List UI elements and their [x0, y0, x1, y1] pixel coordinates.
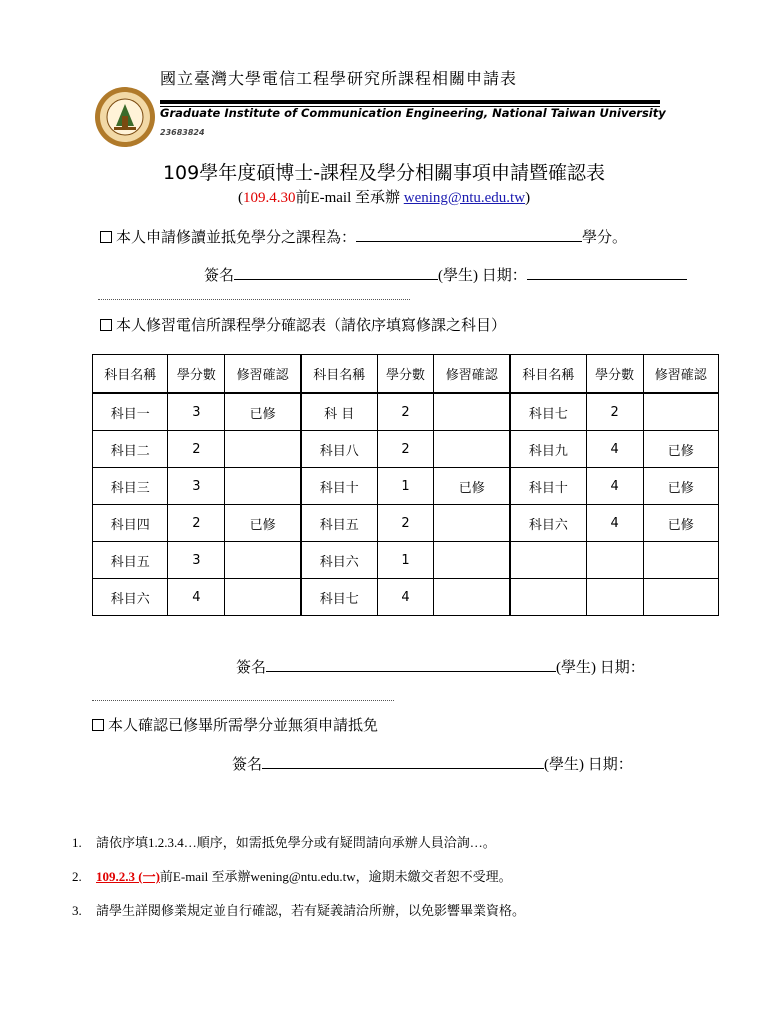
table-row [93, 468, 719, 505]
table-header-cell: 學分數 [377, 355, 434, 394]
table-cell[interactable]: 2 [586, 393, 643, 431]
table-row [93, 431, 719, 468]
table-cell[interactable] [643, 542, 718, 579]
table-cell[interactable]: 2 [168, 431, 225, 468]
deadline-date: 109.4.30 [242, 190, 296, 206]
table-cell[interactable]: 科目六 [93, 579, 168, 616]
note-item [72, 832, 525, 866]
section3-label: 本人確認已修畢所需學分並無須申請抵免 [108, 718, 379, 734]
table-cell[interactable]: 科目八 [301, 431, 377, 468]
table-cell[interactable]: 科 目 [301, 393, 377, 431]
section3-signature-line [232, 753, 633, 774]
note-text: 請學生詳閱修業規定並自行確認，若有疑義請洽所辦，以免影響畢業資格。 [96, 903, 526, 918]
table-header-cell: 科目名稱 [510, 355, 586, 394]
section2-sign-prefix: 簽名 [236, 660, 267, 676]
table-cell[interactable]: 2 [377, 505, 434, 542]
note-date: 109.2.3 (一) [96, 869, 160, 884]
section1-signature-blank[interactable] [234, 265, 438, 280]
table-cell[interactable] [225, 431, 301, 468]
section2-checkbox[interactable] [100, 319, 112, 331]
section3-checkbox[interactable] [92, 719, 104, 731]
table-cell[interactable]: 3 [168, 393, 225, 431]
table-cell[interactable] [586, 579, 643, 616]
note-number: 2. [72, 869, 82, 884]
table-cell[interactable] [434, 579, 510, 616]
table-cell[interactable]: 科目六 [301, 542, 377, 579]
table-cell[interactable] [225, 468, 301, 505]
section3-sign-prefix: 簽名 [232, 757, 263, 773]
table-cell[interactable] [643, 579, 718, 616]
table-cell[interactable] [510, 542, 586, 579]
table-cell[interactable]: 4 [168, 579, 225, 616]
table-row [93, 579, 719, 616]
table-header-cell: 學分數 [168, 355, 225, 394]
section1-sign-suffix: (學生) 日期： [438, 268, 527, 284]
table-cell[interactable]: 2 [377, 393, 434, 431]
table-cell[interactable]: 科目十 [510, 468, 586, 505]
table-cell[interactable] [434, 505, 510, 542]
note-number: 3. [72, 903, 82, 918]
table-cell[interactable]: 科目十 [301, 468, 377, 505]
table-row [93, 393, 719, 431]
table-cell[interactable]: 4 [586, 505, 643, 542]
institute-name-zh: 國立臺灣大學電信工程學研究所課程相關申請表 [160, 71, 518, 88]
note-text: 請依序填1.2.3.4…順序，如需抵免學分或有疑問請向承辦人員洽詢…。 [96, 835, 496, 850]
table-cell[interactable]: 已修 [643, 505, 718, 542]
table-cell[interactable] [225, 579, 301, 616]
section1-sign-prefix: 簽名 [204, 268, 235, 284]
table-cell[interactable]: 4 [586, 468, 643, 505]
note-item [72, 866, 525, 900]
table-cell[interactable]: 已修 [643, 431, 718, 468]
deadline-email-link[interactable]: wening@ntu.edu.tw [403, 190, 526, 206]
section2-statement [100, 314, 506, 335]
table-cell[interactable] [434, 542, 510, 579]
deadline-close-paren: ) [525, 190, 531, 206]
institute-name-en: Graduate Institute of Communication Engineering, National Taiwan University [160, 106, 666, 120]
table-cell[interactable]: 科目九 [510, 431, 586, 468]
table-cell[interactable]: 科目五 [301, 505, 377, 542]
course-credit-table [92, 354, 719, 616]
table-cell[interactable]: 1 [377, 468, 434, 505]
header-rule-thick [160, 100, 660, 104]
deadline-open-paren: ( [237, 190, 243, 206]
note-number: 1. [72, 835, 82, 850]
section1-course-blank[interactable] [356, 227, 582, 242]
table-cell[interactable]: 科目七 [301, 579, 377, 616]
table-header-cell: 科目名稱 [301, 355, 377, 394]
table-header-cell: 科目名稱 [93, 355, 168, 394]
table-cell[interactable]: 科目二 [93, 431, 168, 468]
table-header-cell: 修習確認 [643, 355, 718, 394]
document-title: 109學年度碩博士-課程及學分相關事項申請暨確認表 [162, 162, 606, 184]
table-cell[interactable]: 科目三 [93, 468, 168, 505]
table-cell[interactable]: 1 [377, 542, 434, 579]
section3-sign-suffix: (學生) 日期： [544, 757, 633, 773]
table-cell[interactable] [586, 542, 643, 579]
table-cell[interactable]: 2 [377, 431, 434, 468]
table-cell[interactable] [225, 542, 301, 579]
section2-signature-blank[interactable] [266, 657, 556, 672]
section2-label: 本人修習電信所課程學分確認表（請依序填寫修課之科目） [116, 318, 507, 334]
deadline-line [0, 186, 768, 207]
table-cell[interactable]: 科目四 [93, 505, 168, 542]
table-header-cell: 修習確認 [225, 355, 301, 394]
table-cell[interactable]: 3 [168, 468, 225, 505]
table-cell[interactable]: 4 [586, 431, 643, 468]
section2-sign-suffix: (學生) 日期： [556, 660, 645, 676]
section1-checkbox[interactable] [100, 231, 112, 243]
table-cell[interactable]: 4 [377, 579, 434, 616]
section1-suffix: 學分。 [582, 230, 628, 246]
table-cell[interactable] [643, 393, 718, 431]
note-item [72, 900, 525, 934]
table-cell[interactable]: 已修 [434, 468, 510, 505]
section1-date-blank[interactable] [527, 265, 687, 280]
table-cell[interactable]: 科目一 [93, 393, 168, 431]
table-row [93, 505, 719, 542]
table-header-cell: 修習確認 [434, 355, 510, 394]
note-text: 前E-mail 至承辦wening@ntu.edu.tw，逾期未繳交者恕不受理。 [159, 869, 512, 884]
university-seal-logo [94, 86, 156, 148]
table-row [93, 542, 719, 579]
table-cell[interactable] [434, 393, 510, 431]
table-cell[interactable]: 已修 [225, 505, 301, 542]
table-cell[interactable]: 已修 [225, 393, 301, 431]
table-cell[interactable] [510, 579, 586, 616]
section1-label: 本人申請修讀並抵免學分之課程為： [116, 230, 357, 246]
deadline-text: 前E-mail 至承辦 [295, 190, 401, 206]
section-divider-1 [98, 299, 410, 300]
table-cell[interactable]: 2 [168, 505, 225, 542]
table-header-cell: 學分數 [586, 355, 643, 394]
table-cell[interactable]: 科目五 [93, 542, 168, 579]
phone-number: 23683824 [160, 128, 205, 137]
section3-signature-blank[interactable] [262, 754, 544, 769]
section3-statement [92, 714, 378, 735]
notes-list [72, 832, 525, 934]
table-cell[interactable]: 科目七 [510, 393, 586, 431]
table-cell[interactable]: 已修 [643, 468, 718, 505]
section2-signature-line [236, 656, 645, 677]
section1-statement [100, 226, 627, 247]
table-cell[interactable]: 科目六 [510, 505, 586, 542]
table-cell[interactable] [434, 431, 510, 468]
section-divider-2 [92, 700, 394, 701]
table-header-row [93, 355, 719, 394]
table-cell[interactable]: 3 [168, 542, 225, 579]
section1-signature-line [204, 264, 687, 285]
